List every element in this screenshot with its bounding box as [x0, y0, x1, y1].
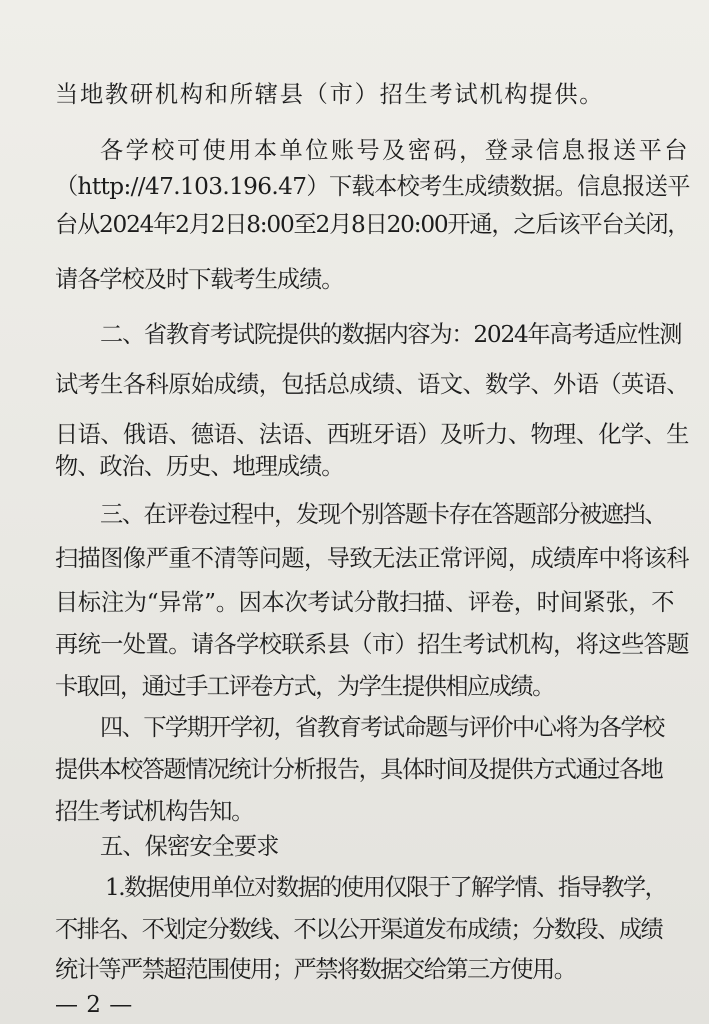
body-line: 扫描图像严重不清等问题，导致无法正常评阅，成绩库中将该科 — [55, 545, 689, 572]
body-line: 不排名、不划定分数线、不以公开渠道发布成绩；分数段、成绩 — [55, 916, 663, 943]
body-line: 当地教研机构和所辖县（市）招生考试机构提供。 — [55, 81, 605, 108]
section-heading: 五、保密安全要求 — [100, 833, 279, 860]
body-line: 招生考试机构告知。 — [55, 798, 254, 825]
body-line: 台从2024年2月2日8:00至2月8日20:00开通，之后该平台关闭， — [55, 211, 690, 238]
body-line: 请各学校及时下载考生成绩。 — [55, 266, 344, 293]
body-line: 各学校可使用本单位账号及密码，登录信息报送平台 — [100, 137, 690, 164]
body-line: 统计等严禁超范围使用；严禁将数据交给第三方使用。 — [55, 956, 576, 983]
body-line: 1.数据使用单位对数据的使用仅限于了解学情、指导教学， — [105, 874, 667, 901]
body-line: 试考生各科原始成绩，包括总成绩、语文、数学、外语（英语、 — [55, 371, 689, 398]
body-line: 目标注为“异常”。因本次考试分散扫描、评卷，时间紧张，不 — [55, 589, 675, 616]
body-line: 三、在评卷过程中，发现个别答题卡存在答题部分被遮挡、 — [100, 501, 667, 528]
body-line: 二、省教育考试院提供的数据内容为：2024年高考适应性测 — [100, 321, 682, 348]
body-line: 物、政治、历史、地理成绩。 — [55, 453, 344, 480]
body-line: （http://47.103.196.47）下载本校考生成绩数据。信息报送平 — [55, 173, 690, 200]
body-line: 再统一处置。请各学校联系县（市）招生考试机构，将这些答题 — [55, 631, 689, 658]
body-line: 日语、俄语、德语、法语、西班牙语）及听力、物理、化学、生 — [55, 421, 689, 448]
page-number: — 2 — — [55, 992, 133, 1018]
body-line: 卡取回，通过手工评卷方式，为学生提供相应成绩。 — [55, 673, 554, 700]
body-line: 四、下学期开学初，省教育考试命题与评价中心将为各学校 — [100, 714, 664, 741]
body-line: 提供本校答题情况统计分析报告，具体时间及提供方式通过各地 — [55, 756, 663, 783]
